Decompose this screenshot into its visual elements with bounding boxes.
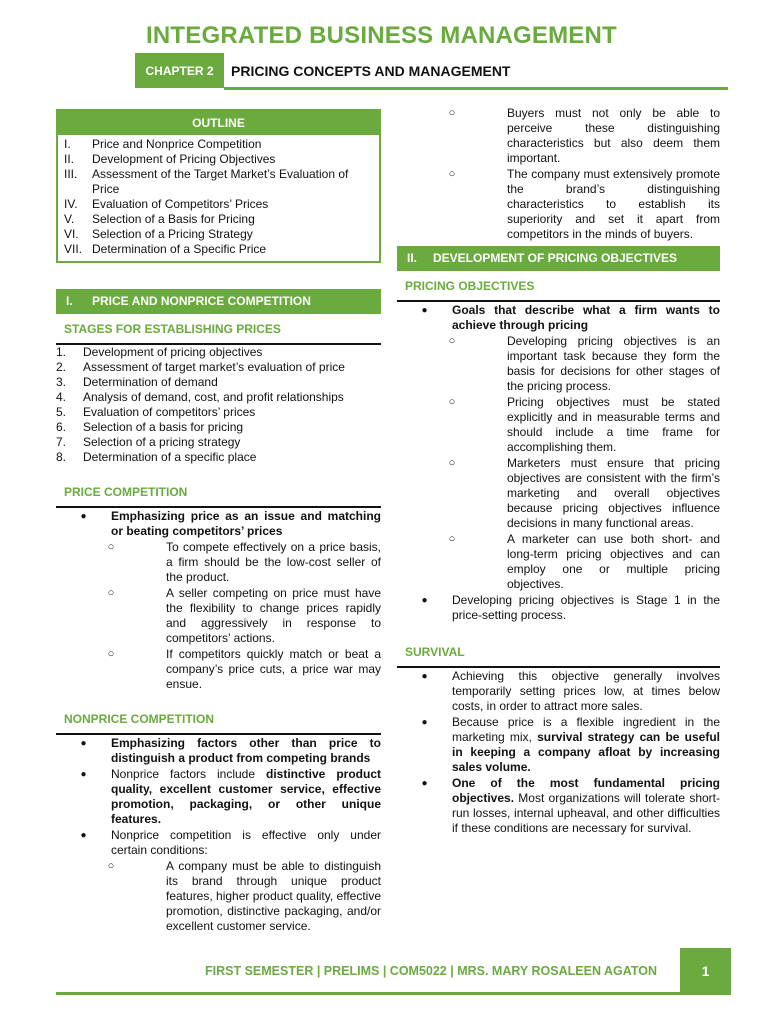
bullet-item: ● Nonprice competition is effective only under certain conditions: (80, 828, 381, 857)
right-column (397, 105, 720, 836)
bullet-item: ● Nonprice factors include distinctive product quality, excellent customer service, effective promotion, packaging, or other unique features. (80, 767, 381, 826)
list-item: 1. Development of pricing objectives (56, 345, 263, 359)
outline-heading: OUTLINE (58, 111, 379, 135)
outline-item: I. Price and Nonprice Competition (64, 137, 262, 151)
outline-item: VI. Selection of a Pricing Strategy (64, 227, 253, 241)
pricing-objectives-heading: PRICING OBJECTIVES (405, 279, 535, 293)
footer-text: FIRST SEMESTER | PRELIMS | COM5022 | MRS. MARY ROSALEEN AGATON (205, 964, 657, 978)
sub-bullet-item: ○ The company must extensively promote the brand’s distinguishing characteristics to establish its superiority and set it apart from competitors in the minds of buyers. (448, 167, 720, 241)
header-divider (224, 87, 728, 90)
document-title: INTEGRATED BUSINESS MANAGEMENT (146, 22, 617, 49)
sub-bullet-item: ○ Developing pricing objectives is an important task because they form the basis for decisions for other stages of the pricing process. (448, 334, 720, 393)
heading-rule (397, 666, 720, 668)
list-item: 5. Evaluation of competitors’ prices (56, 405, 256, 419)
list-item: 8. Determination of a specific place (56, 450, 257, 464)
outline-item: II. Development of Pricing Objectives (64, 152, 276, 166)
list-item: 7. Selection of a pricing strategy (56, 435, 241, 449)
bullet-item: ● Because price is a flexible ingredient in the marketing mix, survival strategy can be useful in keeping a company afloat by increasing sales volume. (421, 715, 721, 774)
chapter-title: PRICING CONCEPTS AND MANAGEMENT (231, 63, 511, 79)
sub-bullet-item: ○ Pricing objectives must be stated explicitly and in measurable terms and should include a time frame for accomplishing them. (448, 395, 720, 454)
list-item: 2. Assessment of target market’s evaluation of price (56, 360, 345, 374)
bullet-item: ● Emphasizing price as an issue and matching or beating competitors’ prices (80, 509, 381, 538)
sub-bullet-item: ○ A marketer can use both short- and long-term pricing objectives and can employ one or multiple pricing objectives. (448, 532, 720, 591)
stages-list (56, 345, 381, 465)
sub-bullet-item: ○ A seller competing on price must have the flexibility to change prices rapidly and aggressively in response to competitors’ actions. (107, 586, 381, 645)
footer-divider (56, 992, 731, 995)
outline-item: V. Selection of a Basis for Pricing (64, 212, 255, 226)
section-heading-pricing-objectives: II. DEVELOPMENT OF PRICING OBJECTIVES (397, 246, 720, 271)
price-competition-heading: PRICE COMPETITION (64, 485, 188, 499)
bullet-item: ● Developing pricing objectives is Stage 1 in the price-setting process. (421, 593, 720, 622)
heading-rule (397, 300, 720, 302)
heading-rule (56, 506, 381, 508)
bullet-item: ● Emphasizing factors other than price to distinguish a product from competing brands (80, 736, 381, 765)
bullet-item: ● Goals that describe what a firm wants to achieve through pricing (421, 303, 720, 332)
heading-rule (56, 733, 381, 735)
page-number: 1 (680, 948, 731, 994)
survival-heading: SURVIVAL (405, 645, 465, 659)
outline-item: IV. Evaluation of Competitors’ Prices (64, 197, 269, 211)
outline-item: VII. Determination of a Specific Price (64, 242, 267, 256)
sub-bullet-item: ○ Marketers must ensure that pricing objectives are consistent with the firm’s marketing and overall objectives because pricing objectives influence decisions in many functional areas. (448, 456, 720, 530)
bullet-item: ● One of the most fundamental pricing objectives. Most organizations will tolerate short-run losses, internal upheaval, and other difficulties if these conditions are necessary for survival. (421, 776, 720, 835)
bullet-item: ● Achieving this objective generally involves temporarily setting prices low, at times below costs, in order to attract more sales. (421, 669, 720, 713)
outline-box (56, 109, 381, 263)
outline-item: III. Assessment of the Target Market’s Evaluation of Price (64, 167, 349, 196)
list-item: 3. Determination of demand (56, 375, 218, 389)
stages-heading: STAGES FOR ESTABLISHING PRICES (64, 322, 281, 336)
sub-bullet-item: ○ If competitors quickly match or beat a company’s price cuts, a price war may ensue. (107, 647, 381, 691)
outline-list (58, 135, 379, 261)
sub-bullet-item: ○ To compete effectively on a price basis, a firm should be the low-cost seller of the product. (107, 540, 381, 584)
list-item: 4. Analysis of demand, cost, and profit relationships (56, 390, 344, 404)
sub-bullet-item: ○ A company must be able to distinguish its brand through unique product features, higher product quality, effective promotion, distinctive packaging, and/or excellent customer service. (107, 859, 382, 933)
section-heading-price-nonprice: I. PRICE AND NONPRICE COMPETITION (56, 289, 381, 314)
sub-bullet-item: ○ Buyers must not only be able to perceive these distinguishing characteristics but also deem them important. (448, 106, 720, 165)
nonprice-competition-heading: NONPRICE COMPETITION (64, 712, 215, 726)
left-column (56, 109, 381, 934)
chapter-badge: CHAPTER 2 (135, 53, 224, 88)
list-item: 6. Selection of a basis for pricing (56, 420, 244, 434)
